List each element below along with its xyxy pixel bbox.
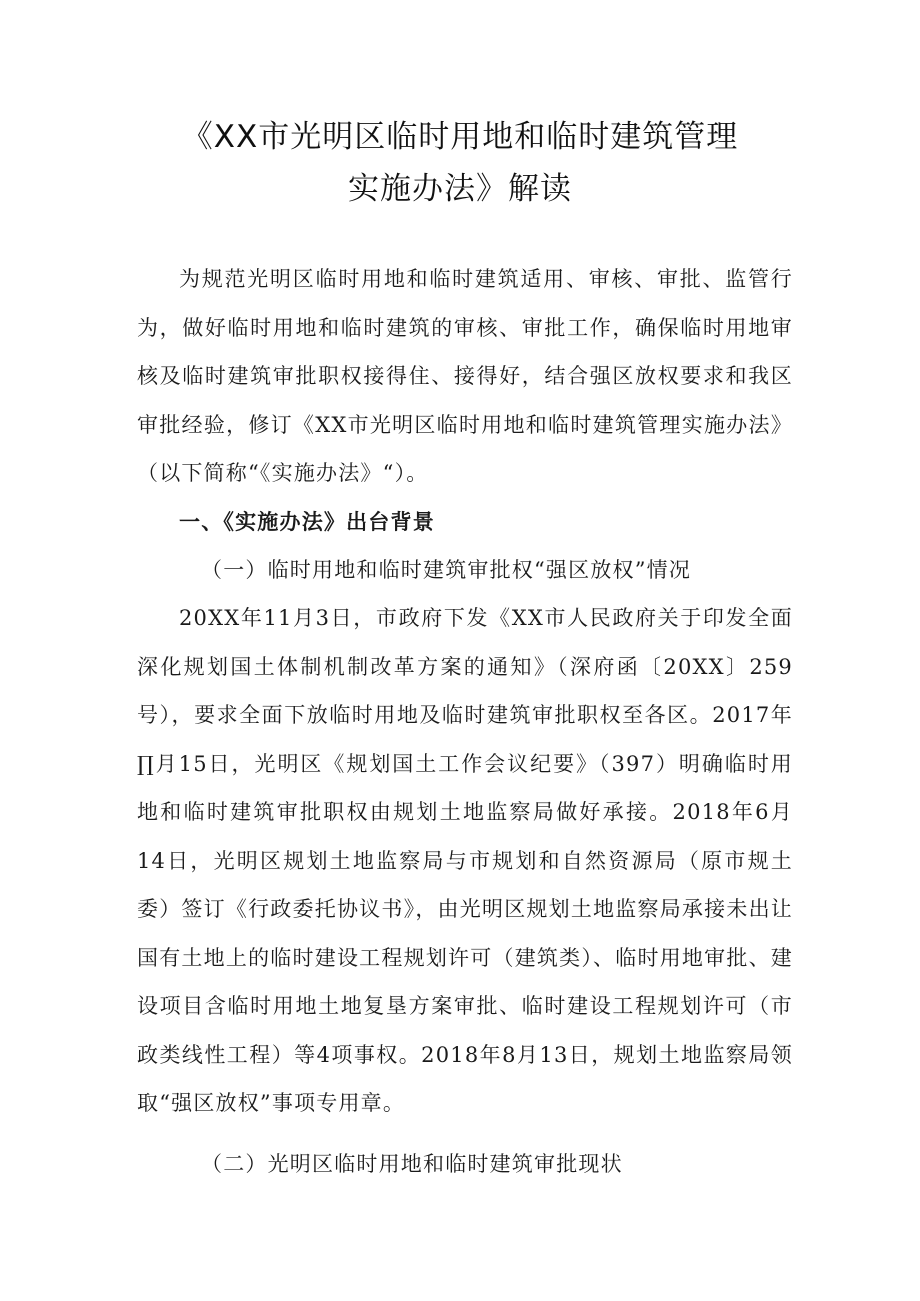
- document-title-line-1: 《XX市光明区临时用地和临时建筑管理: [181, 119, 739, 155]
- subsection-1-paragraph: 20XX年11月3日，市政府下发《XX市人民政府关于印发全面深化规划国土体制机制改革方案的通知》（深府函〔20XX〕259号），要求全面下放临时用地及临时建筑审批职权至各区。2017年∏月15日，光明区《规划国土工作会议纪要》（397）明确临时用地和临时建筑审批职权由规划土地监察局做好承接。2018年6月14日，光明区规划土地监察局与市规划和自然资源局（原市规土委）签订《行政委托协议书》，由光明区规划土地监察局承接未出让国有土地上的临时建设工程规划许可（建筑类）、临时用地审批、建设项目含临时用地土地复垦方案审批、临时建设工程规划许可（市政类线性工程）等4项事权。2018年8月13日，规划土地监察局领取“强区放权”事项专用章。: [137, 606, 793, 1115]
- document-body: [137, 0, 793, 1301]
- document-title-line-2: 实施办法》解读: [348, 171, 572, 207]
- intro-paragraph: 为规范光明区临时用地和临时建筑适用、审核、审批、监管行为，做好临时用地和临时建筑的审核、审批工作，确保临时用地审核及临时建筑审批职权接得住、接得好，结合强区放权要求和我区审批经验，修订《XX市光明区临时用地和临时建筑管理实施办法》（以下简称“《实施办法》“）。: [137, 267, 793, 485]
- section-1-heading: 一、《实施办法》出台背景: [179, 509, 435, 534]
- subsection-1-heading: （一）临时用地和临时建筑审批权“强区放权”情况: [201, 558, 692, 582]
- subsection-2-heading: （二）光明区临时用地和临时建筑审批现状: [201, 1152, 623, 1176]
